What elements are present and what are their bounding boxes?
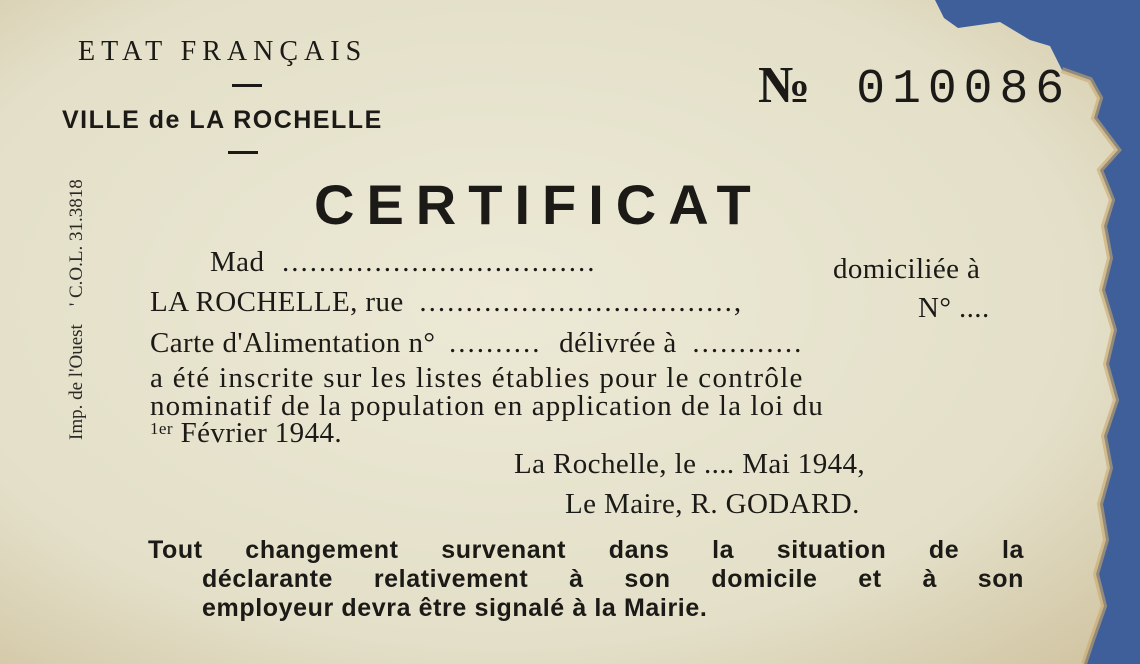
divider-dash (228, 151, 258, 154)
notice-line: employeur devra être signalé à la Mairie. (202, 594, 708, 622)
etat-heading: ETAT FRANÇAIS (78, 36, 368, 67)
name-blank: .................................. (282, 246, 597, 278)
notice-line: déclarante relativement à son domicile et à son (202, 565, 1024, 593)
issued-label: délivrée à (559, 327, 677, 359)
divider-dash (232, 84, 262, 87)
body-text-line: a été inscrite sur les listes établies pour le contrôle (150, 362, 804, 394)
name-line (210, 246, 597, 279)
printer-name: Imp. de l'Ouest (66, 324, 87, 440)
printer-code: ' C.O.L. 31.3818 (66, 179, 87, 307)
issued-blank: ............ (692, 327, 804, 359)
card-label: Carte d'Alimentation n° (150, 327, 436, 359)
city-heading: VILLE de LA ROCHELLE (62, 106, 383, 134)
card-number-blank: .......... (449, 327, 542, 359)
serial-number-value: 010086 (856, 63, 1072, 117)
notice-text (148, 536, 1024, 623)
card-line (150, 327, 803, 360)
street-blank: .................................., (419, 286, 744, 318)
first-superscript: 1er (150, 419, 173, 438)
printer-imprint (66, 179, 88, 440)
street-line (150, 286, 743, 319)
name-label: Mad (210, 246, 265, 278)
law-date: Février 1944. (180, 417, 343, 449)
body-text-line (150, 417, 342, 450)
date-line: La Rochelle, le .... Mai 1944, (514, 448, 866, 480)
residence-suffix: domiciliée à (833, 253, 981, 285)
serial-number (758, 56, 1071, 117)
certificate-title: CERTIFICAT (314, 173, 763, 236)
notice-line: Tout changement survenant dans la situation de la (148, 536, 1024, 564)
mayor-signature: Le Maire, R. GODARD. (565, 488, 860, 520)
street-number: N° .... (918, 292, 990, 324)
street-label: LA ROCHELLE, rue (150, 286, 404, 318)
serial-number-label: № (758, 57, 811, 114)
body-text-line: nominatif de la population en application de la loi du (150, 390, 824, 422)
